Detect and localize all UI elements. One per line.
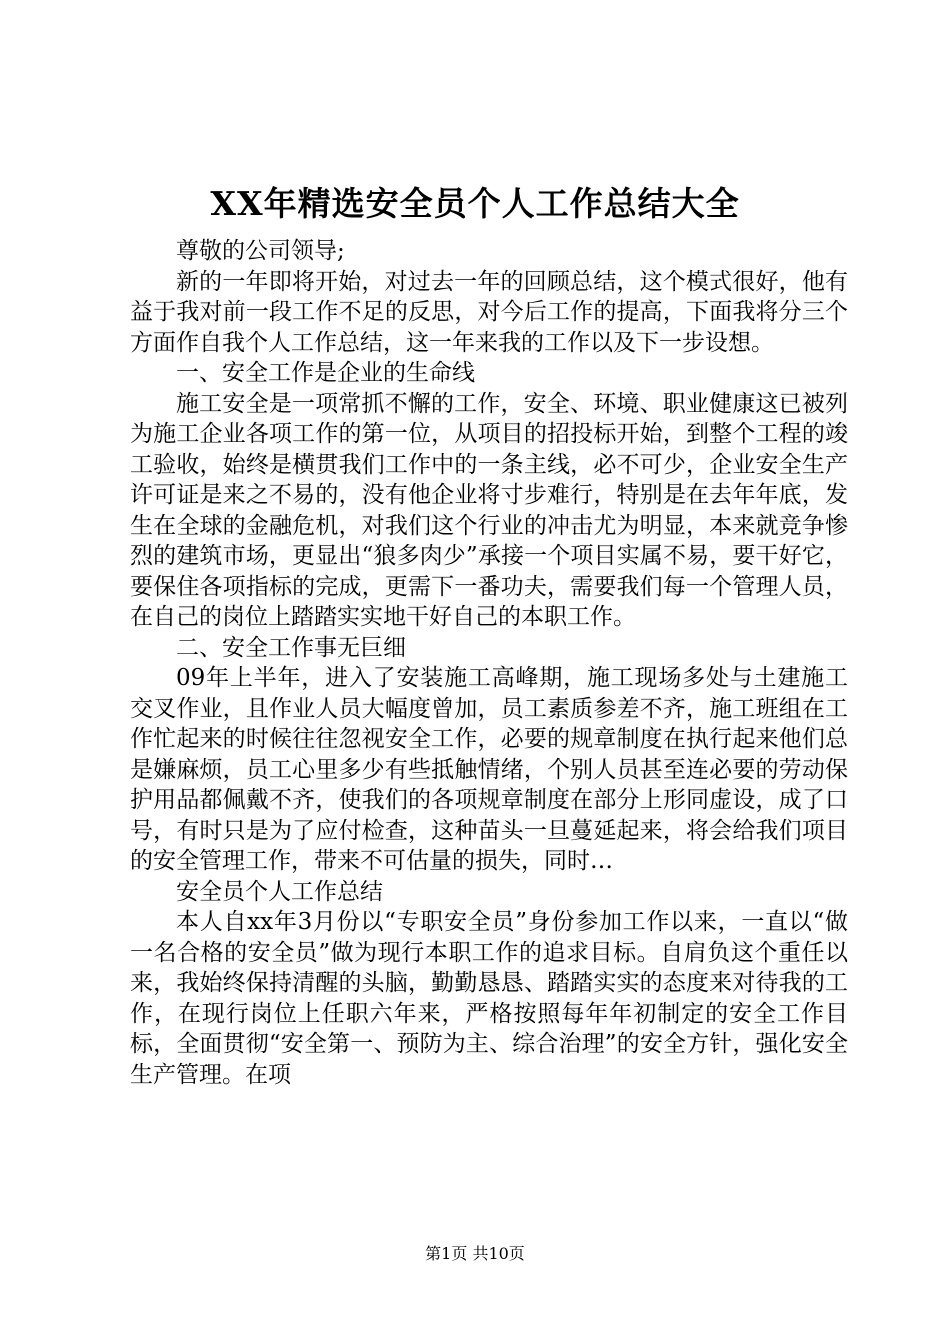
section-heading-3: 安全员个人工作总结: [176, 878, 383, 905]
page-footer: 第1页 共10页: [425, 1244, 525, 1263]
paragraph-section-3: 本人自xx年3月份以“专职安全员”身份参加工作以来，一直以“做一名合格的安全员”做为现行本职工作的追求目标。自肩负这个重任以来，我始终保持清醒的头脑，勤勤恳恳、踏踏实实的态度来对待我的工作，在现行岗位上任职六年来，严格按照每年年初制定的安全工作目标，全面贯彻“安全第一、预防为主、综合治理”的安全方针，强化安全生产管理。在项: [130, 909, 848, 1088]
section-heading-2: 二、安全工作事无巨细: [176, 634, 406, 661]
paragraph-intro: 新的一年即将开始，对过去一年的回顾总结，这个模式很好，他有益于我对前一段工作不足的反思，对今后工作的提高，下面我将分三个方面作自我个人工作总结，这一年来我的工作以及下一步设想。: [130, 268, 848, 356]
document-body: [130, 236, 848, 1090]
paragraph-section-2: 09年上半年，进入了安装施工高峰期，施工现场多处与土建施工交叉作业，且作业人员大幅度曾加，员工素质参差不齐，施工班组在工作忙起来的时候往往忽视安全工作，必要的规章制度在执行起来他们总是嫌麻烦，员工心里多少有些抵触情绪，个别人员甚至连必要的劳动保护用品都佩戴不齐，使我们的各项规章制度在部分上形同虚设，成了口号，有时只是为了应付检查，这种苗头一旦蔓延起来，将会给我们项目的安全管理工作，带来不可估量的损失，同时…: [130, 665, 848, 874]
paragraph-section-1: 施工安全是一项常抓不懈的工作，安全、环境、职业健康这已被列为施工企业各项工作的第一位，从项目的招投标开始，到整个工程的竣工验收，始终是横贯我们工作中的一条主线，必不可少，企业安全生产许可证是来之不易的，没有他企业将寸步难行，特别是在去年年底，发生在全球的金融危机，对我们这个行业的冲击尤为明显，本来就竞争惨烈的建筑市场，更显出“狼多肉少”承接一个项目实属不易，要干好它，要保住各项指标的完成，更需下一番功夫，需要我们每一个管理人员，在自己的岗位上踏踏实实地干好自己的本职工作。: [130, 390, 848, 630]
section-heading-1: 一、安全工作是企业的生命线: [176, 360, 475, 386]
paragraph-greeting: 尊敬的公司领导;: [176, 238, 345, 264]
document-title: XX年精选安全员个人工作总结大全: [210, 184, 740, 223]
